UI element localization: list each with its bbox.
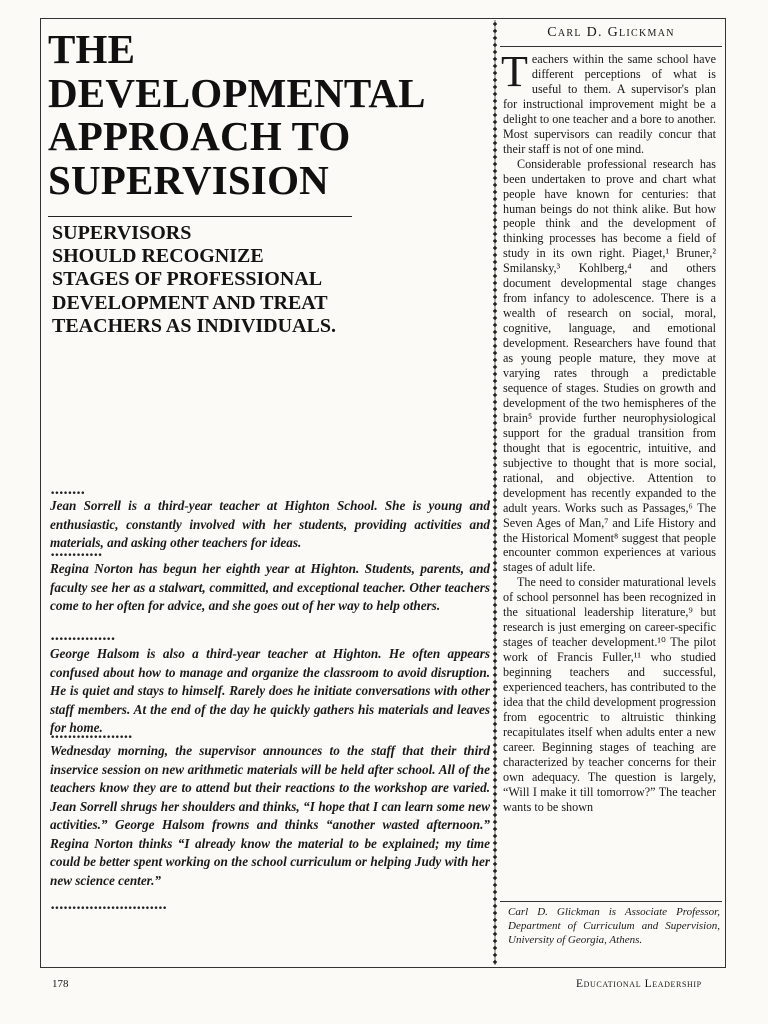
title-rule <box>48 216 352 217</box>
subtitle-line: SUPERVISORS <box>52 222 192 244</box>
vignette-regina-norton: Regina Norton has begun her eighth year at Highton. Students, parents, and faculty see her as a stalwart, committed, and exceptional teacher. Other teachers come to her often for advice, and she goes out of her way to help others. <box>50 561 490 613</box>
dot-separator: ••••••••••••••• <box>50 637 115 643</box>
title-line: THE <box>48 26 136 72</box>
article-title <box>48 28 492 202</box>
bio-rule <box>500 901 722 902</box>
dot-separator: ••••••••••••••••••••••••••• <box>50 906 167 912</box>
vignette-wednesday-morning: Wednesday morning, the supervisor announces to the staff that their third inservice session on new arithmetic materials will be held after school. All of the teachers know they are to attend but their reactions to the workshop are varied. Jean Sorrell shrugs her shoulders and thinks, “I hope that I can learn some new activities.” George Halsom frowns and thinks “another wasted afternoon.” Regina Norton thinks “I already know the material to be explained; my time could be better spent working on the school curriculum or helping Judy with her new science center.” <box>50 743 490 888</box>
author-rule <box>500 46 722 47</box>
subtitle-line: SHOULD RECOGNIZE <box>52 245 264 268</box>
author-name: Carl D. Glickman <box>547 25 675 40</box>
article-subtitle <box>52 222 472 338</box>
dot-separator: ••••••••••••••••••• <box>50 735 132 741</box>
body-paragraph: Considerable professional research has been undertaken to prove and chart what people have known for centuries: that human beings do not think alike. But how people think and the development of thinking processes has become a field of study in its own right. Piaget,¹ Bruner,² Smilansky,³ Kohlberg,⁴ and others document developmental stage changes from infancy to adolescence. There is a wealth of research on social, moral, cognitive, language, and emotional development. Researchers have found that as young people mature, they move at varying rates through a predictable sequence of stages. Studies on growth and development of the two hemispheres of the brain⁵ provide further neurophysiological support for the gradual transition from thought that is egocentric, intuitive, and subjective to thought that is more social, rational, and objective. Attention to development has recently expanded to the adult years. Works such as Passages,⁶ The Seven Ages of Man,⁷ and Life History and the Historical Moment⁸ suggest that people encounter common experiences at various stages of adult life. <box>503 156 716 575</box>
vignette-george-halsom: George Halsom is also a third-year teacher at Highton. He often appears confused about how to manage and organize the classroom to avoid disruption. He is quiet and stays to himself. Rarely does he initiate conversations with other staff members. At the end of the day he quickly gathers his materials and leaves for home. <box>50 646 490 735</box>
vertical-separator <box>488 20 502 965</box>
subtitle-line: STAGES OF PROFESSIONAL <box>52 268 323 291</box>
page-number: 178 <box>52 978 69 990</box>
dot-separator: •••••••• <box>50 491 85 497</box>
journal-name: Educational Leadership <box>576 978 702 990</box>
subtitle-line: DEVELOPMENT AND TREAT <box>52 291 328 314</box>
vignette-jean-sorrell: Jean Sorrell is a third-year teacher at Highton School. She is young and enthusiastic, constantly involved with her students, providing activities and materials, and asking other teachers for ideas. <box>50 498 490 550</box>
title-block <box>48 28 492 202</box>
title-line: DEVELOPMENTAL <box>48 69 426 116</box>
dot-separator: •••••••••••• <box>50 553 102 559</box>
subtitle-line: TEACHERS AS INDIVIDUALS. <box>52 314 336 337</box>
article-body <box>501 47 716 815</box>
body-paragraph: The need to consider maturational levels of school personnel has been recognized in the situational leadership literature,⁹ but research is just emerging on career-specific stages of teacher development.¹⁰ The pilot work of Francis Fuller,¹¹ who studied beginning teachers and successful, experienced teachers, has contributed to the idea that the child development progression from egocentric to altruistic thinking recapitulates itself when adults enter a new career. Beginning stages of teaching are characterized by teacher concerns for their own adequacy. The question is largely, “Will I make it till tomorrow?” The teacher wants to be shown <box>503 575 716 814</box>
author-bio: Carl D. Glickman is Associate Professor, Department of Curriculum and Supervision, University of Georgia, Athens. <box>508 906 720 947</box>
drop-cap: T <box>501 47 528 96</box>
body-paragraph: Teachers within the same school have different perceptions of what is useful to them. A supervisor's plan for instructional improvement might be a delight to one teacher and a bore to another. Most supervisors can readily concur that their staff is not of one mind. <box>501 47 716 156</box>
title-line: SUPERVISION <box>48 156 329 203</box>
title-line: APPROACH TO <box>48 113 351 159</box>
